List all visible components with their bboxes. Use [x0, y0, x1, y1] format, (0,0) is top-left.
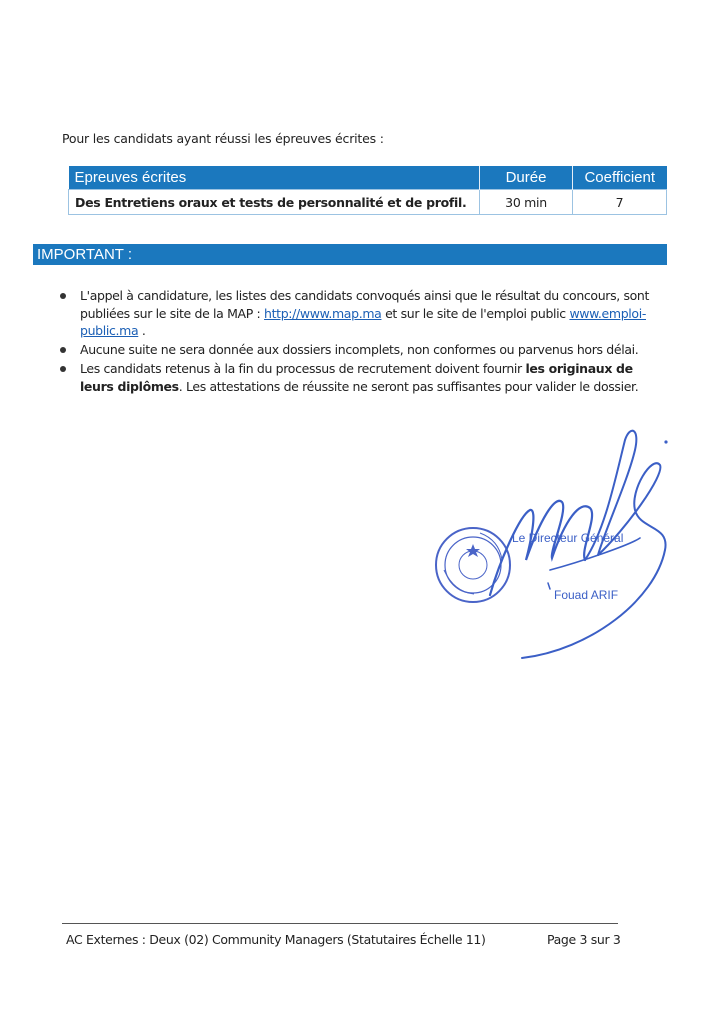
- table-row: [69, 190, 667, 215]
- footer-page-number: Page 3 sur 3: [547, 932, 621, 947]
- bullet-text: . Les attestations de réussite ne seront pas suffisantes pour valider le dossier.: [178, 378, 639, 394]
- list-item: [58, 360, 670, 395]
- cell-epreuve: Des Entretiens oraux et tests de personnalité et de profil.: [69, 190, 480, 215]
- exam-table: [68, 166, 667, 215]
- bullet-text: et sur le site de l'emploi public: [381, 305, 570, 321]
- signatory-title: Le Directeur Général: [512, 531, 624, 545]
- cell-duree: 30 min: [480, 190, 573, 215]
- emploi-public-link[interactable]: www.emploi-public.ma: [80, 305, 646, 338]
- list-item: [58, 287, 670, 340]
- bullet-text: Aucune suite ne sera donnée aux dossiers incomplets, non conformes ou parvenus hors délai.: [80, 342, 639, 357]
- header-duree: Durée: [480, 166, 573, 190]
- bullet-strong-text: les originaux de leurs diplômes: [80, 361, 633, 394]
- bullet-text: Les candidats retenus à la fin du processus de recrutement doivent fournir: [80, 361, 526, 376]
- list-item: [58, 341, 670, 359]
- header-epreuves: Epreuves écrites: [69, 166, 480, 190]
- signature-block: [430, 420, 690, 670]
- header-coefficient: Coefficient: [573, 166, 667, 190]
- stamp-and-signature-graphic: [430, 420, 690, 670]
- footer-document-title: AC Externes : Deux (02) Community Managers (Statutaires Échelle 11): [66, 932, 486, 947]
- important-list: [58, 287, 670, 397]
- cell-coefficient: 7: [573, 190, 667, 215]
- footer-divider: [62, 923, 618, 924]
- map-link[interactable]: http://www.map.ma: [264, 305, 382, 321]
- important-heading: IMPORTANT :: [33, 244, 667, 265]
- bullet-text: L'appel à candidature, les listes des candidats convoqués ainsi que le résultat du concours, sont publiées sur le site de la MAP :: [80, 288, 650, 321]
- signatory-name: Fouad ARIF: [554, 588, 619, 602]
- bullet-text: .: [138, 323, 146, 338]
- intro-text: Pour les candidats ayant réussi les épreuves écrites :: [62, 131, 384, 146]
- table-header-row: [69, 166, 667, 190]
